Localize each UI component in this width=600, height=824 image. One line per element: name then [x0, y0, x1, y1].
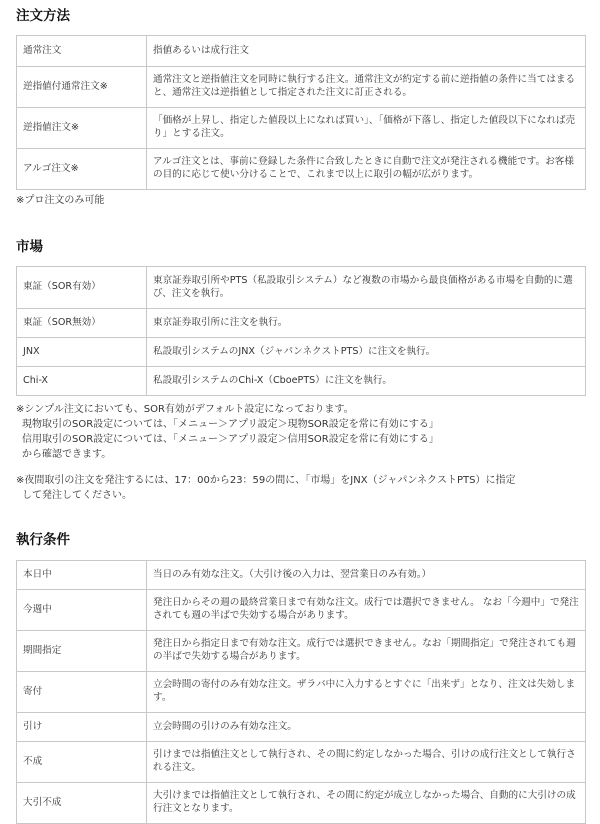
row-label: 引け	[17, 713, 147, 742]
table-row	[17, 338, 586, 367]
pro-order-note: ※プロ注文のみ可能	[16, 195, 105, 206]
night-trading-note: ※夜間取引の注文を発注するには、17：00から23：59の間に、「市場」をJNX（ジャパンネクストPTS）に指定	[16, 475, 516, 486]
spot-sor-setting-note: 現物取引のSOR設定については、「メニュー＞アプリ設定＞現物SOR設定を常に有効にする」	[22, 419, 439, 430]
table-row	[17, 672, 586, 713]
table-row	[17, 309, 586, 338]
table-row	[17, 36, 586, 67]
table-row	[17, 108, 586, 149]
row-description: 発注日からその週の最終営業日まで有効な注文。成行では選択できません。 なお「今週中」で発注されても週の半ばで失効する場合があります。	[147, 590, 586, 631]
row-description: 通常注文と逆指値注文を同時に執行する注文。通常注文が約定する前に逆指値の条件に当てはまると、通常注文は逆指値として指定された注文に訂正される。	[147, 67, 586, 108]
market-table	[16, 266, 586, 396]
row-label: アルゴ注文※	[17, 149, 147, 190]
row-description: 発注日から指定日まで有効な注文。成行では選択できません。なお「期間指定」で発注されても週の半ばで失効する場合があります。	[147, 631, 586, 672]
row-description: 引けまでは指値注文として執行され、その間に約定しなかった場合、引けの成行注文として執行される注文。	[147, 742, 586, 783]
row-description: 東京証券取引所に注文を執行。	[147, 309, 586, 338]
row-label: 期間指定	[17, 631, 147, 672]
sor-default-note: ※シンプル注文においても、SOR有効がデフォルト設定になっております。	[16, 404, 354, 415]
row-label: 本日中	[17, 561, 147, 590]
row-description: 大引けまでは指値注文として執行され、その間に約定が成立しなかった場合、自動的に大引けの成行注文となります。	[147, 783, 586, 824]
night-trading-note-cont: して発注してください。	[22, 490, 132, 501]
row-label: 今週中	[17, 590, 147, 631]
execution-condition-table	[16, 560, 586, 824]
row-description: アルゴ注文とは、事前に登録した条件に合致したときに自動で注文が発注される機能です。お客様の目的に応じて使い分けることで、これまで以上に取引の幅が広がります。	[147, 149, 586, 190]
table-row	[17, 590, 586, 631]
row-description: 当日のみ有効な注文。（大引け後の入力は、翌営業日のみ有効。）	[147, 561, 586, 590]
row-description: 東京証券取引所やPTS（私設取引システム）など複数の市場から最良価格がある市場を自動的に選び、注文を執行。	[147, 267, 586, 309]
sor-confirm-note: から確認できます。	[22, 449, 112, 460]
row-label: 寄付	[17, 672, 147, 713]
row-label: 逆指値注文※	[17, 108, 147, 149]
row-label: 通常注文	[17, 36, 147, 67]
row-description: 立会時間の引けのみ有効な注文。	[147, 713, 586, 742]
table-row	[17, 713, 586, 742]
table-row	[17, 742, 586, 783]
table-row	[17, 783, 586, 824]
row-label: 大引不成	[17, 783, 147, 824]
row-label: Chi-X	[17, 367, 147, 396]
table-row	[17, 67, 586, 108]
row-label: JNX	[17, 338, 147, 367]
table-row	[17, 149, 586, 190]
table-row	[17, 367, 586, 396]
margin-sor-setting-note: 信用取引のSOR設定については、「メニュー＞アプリ設定＞信用SOR設定を常に有効にする」	[22, 434, 439, 445]
row-label: 不成	[17, 742, 147, 783]
row-label: 逆指値付通常注文※	[17, 67, 147, 108]
row-description: 私設取引システムのJNX（ジャパンネクストPTS）に注文を執行。	[147, 338, 586, 367]
row-description: 指値あるいは成行注文	[147, 36, 586, 67]
table-row	[17, 631, 586, 672]
row-description: 私設取引システムのChi-X（CboePTS）に注文を執行。	[147, 367, 586, 396]
section-heading-market: 市場	[16, 239, 43, 255]
row-label: 東証（SOR有効）	[17, 267, 147, 309]
row-description: 立会時間の寄付のみ有効な注文。ザラバ中に入力するとすぐに「出来ず」となり、注文は失効します。	[147, 672, 586, 713]
section-heading-order-method: 注文方法	[16, 8, 70, 24]
row-label: 東証（SOR無効）	[17, 309, 147, 338]
table-row	[17, 267, 586, 309]
section-heading-execution-condition: 執行条件	[16, 532, 70, 548]
order-method-table	[16, 35, 586, 190]
table-row	[17, 561, 586, 590]
row-description: 「価格が上昇し、指定した値段以上になれば買い」、「価格が下落し、指定した値段以下になれば売り」とする注文。	[147, 108, 586, 149]
